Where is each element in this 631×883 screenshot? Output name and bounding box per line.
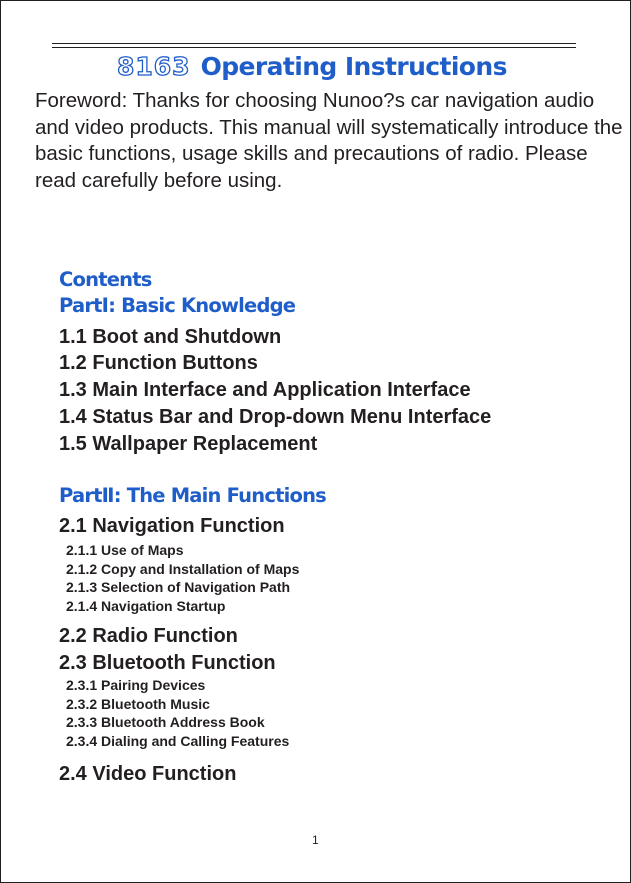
contents-heading: Contents — [59, 268, 152, 291]
toc-item: 1.1 Boot and Shutdown — [59, 326, 282, 348]
model-number: 8163 — [117, 52, 191, 81]
toc-section: 2.2 Radio Function — [59, 625, 238, 647]
toc-section: 2.1 Navigation Function — [59, 515, 285, 537]
part2-heading: PartⅡ: The Main Functions — [59, 484, 326, 507]
page-title — [117, 49, 507, 85]
toc-subitem: 2.1.2 Copy and Installation of Maps — [66, 561, 300, 577]
title-rule-top — [52, 43, 576, 44]
toc-subitem: 2.3.4 Dialing and Calling Features — [66, 733, 290, 749]
toc-item: 1.3 Main Interface and Application Interface — [59, 379, 471, 401]
toc-item: 1.2 Function Buttons — [59, 352, 258, 374]
toc-subitem: 2.3.1 Pairing Devices — [66, 677, 206, 693]
toc-subitem: 2.1.4 Navigation Startup — [66, 598, 226, 614]
title-text: Operating Instructions — [200, 52, 507, 81]
toc-item: 1.4 Status Bar and Drop-down Menu Interface — [59, 406, 492, 428]
toc-subitem: 2.3.3 Bluetooth Address Book — [66, 714, 265, 730]
toc-subitem: 2.3.2 Bluetooth Music — [66, 696, 210, 712]
toc-item: 1.5 Wallpaper Replacement — [59, 433, 318, 455]
page-number-text: 1 — [312, 833, 319, 847]
title-rule-bottom — [52, 47, 576, 48]
toc-section: 2.4 Video Function — [59, 763, 237, 785]
toc-section: 2.3 Bluetooth Function — [59, 652, 276, 674]
part1-heading: PartⅠ: Basic Knowledge — [59, 294, 296, 317]
toc-subitem: 2.1.1 Use of Maps — [66, 542, 184, 558]
toc-subitem: 2.1.3 Selection of Navigation Path — [66, 579, 291, 595]
foreword-paragraph: Foreword: Thanks for choosing Nunoo?s car navigation audio and video products. This manual will systematically introduce the basic functions, usage skills and precautions of radio. Please read carefully before using. — [35, 89, 623, 192]
